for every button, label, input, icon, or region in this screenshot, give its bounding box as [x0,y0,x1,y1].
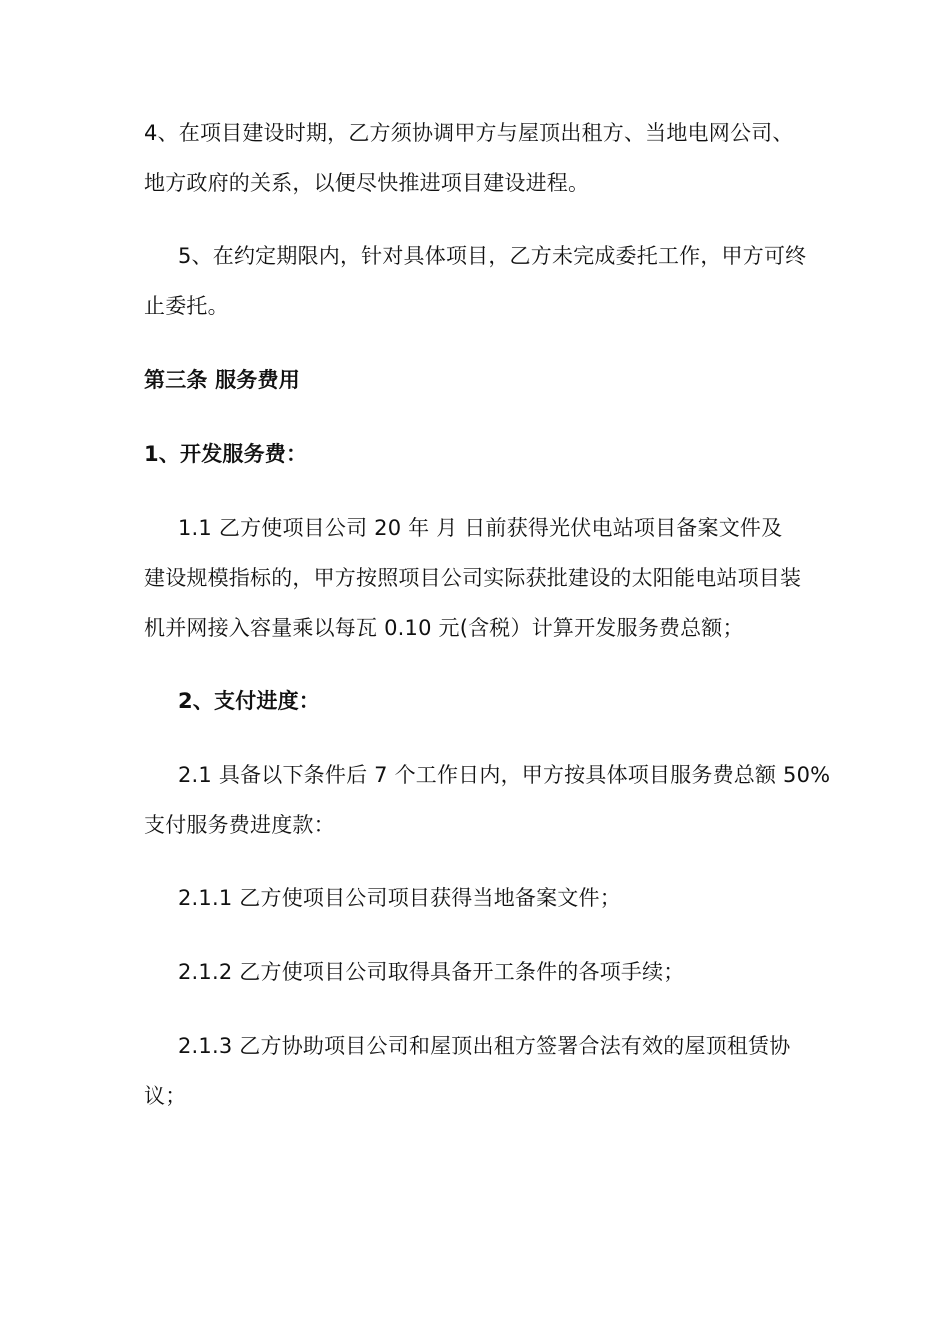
clause-1-1-line-3: 机并网接入容量乘以每瓦 0.10 元(含税）计算开发服务费总额； [144,616,744,640]
paragraph-5-line-2: 止委托。 [144,294,229,318]
clause-2-1-3-line-2: 议； [144,1084,187,1108]
clause-2-1-1: 2.1.1 乙方使项目公司项目获得当地备案文件； [178,886,621,910]
paragraph-5-line-1: 5、在约定期限内，针对具体项目，乙方未完成委托工作，甲方可终 [178,244,807,268]
clause-2-1-line-2: 支付服务费进度款： [144,813,335,837]
clause-2-1-line-1: 2.1 具备以下条件后 7 个工作日内，甲方按具体项目服务费总额 50% [178,763,831,787]
clause-2-1-2: 2.1.2 乙方使项目公司取得具备开工条件的各项手续； [178,960,685,984]
clause-2-1-3-line-1: 2.1.3 乙方协助项目公司和屋顶出租方签署合法有效的屋顶租赁协 [178,1034,791,1058]
paragraph-4-line-1: 4、在项目建设时期，乙方须协调甲方与屋顶出租方、当地电网公司、 [144,121,794,145]
heading-development-fee: 1、开发服务费： [144,442,308,466]
section-heading: 第三条 服务费用 [144,368,300,392]
clause-1-1-line-2: 建设规模指标的，甲方按照项目公司实际获批建设的太阳能电站项目装 [144,566,802,590]
clause-1-1-line-1: 1.1 乙方使项目公司 20 年 月 日前获得光伏电站项目备案文件及 [178,516,783,540]
paragraph-4-line-2: 地方政府的关系，以便尽快推进项目建设进程。 [144,171,590,195]
heading-payment-schedule: 2、支付进度： [178,689,321,713]
